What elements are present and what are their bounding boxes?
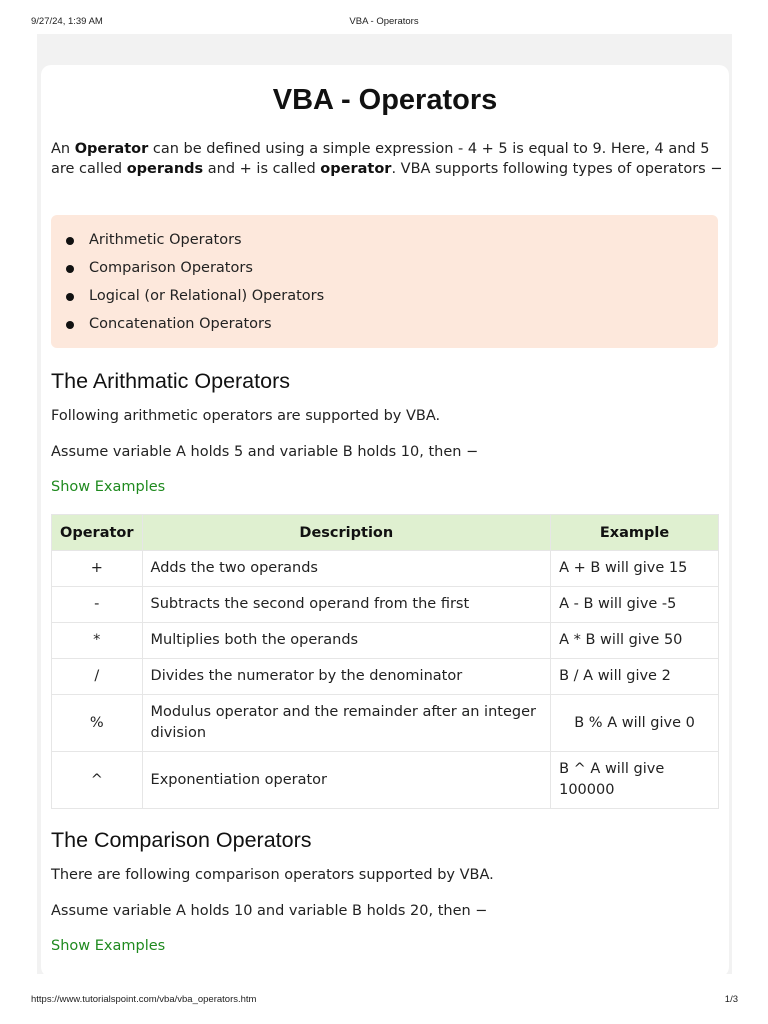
print-page-number: 1/3: [724, 994, 738, 1005]
operator-types-box: [51, 215, 718, 348]
table-row: [52, 623, 719, 659]
cell-operator: %: [52, 695, 143, 752]
print-footer: [0, 994, 768, 1008]
cell-example: B ^ A will give 100000: [551, 752, 719, 809]
print-datetime: 9/27/24, 1:39 AM: [31, 16, 103, 27]
list-item: [51, 257, 324, 285]
arithmetic-heading: The Arithmatic Operators: [51, 369, 290, 393]
col-header-description: Description: [142, 515, 551, 551]
intro-text-4: . VBA supports following types of operators −: [391, 161, 723, 177]
list-item-label: Arithmetic Operators: [89, 232, 242, 248]
bullet-icon: [66, 293, 74, 301]
arithmetic-line-2: Assume variable A holds 5 and variable B holds 10, then −: [51, 444, 479, 460]
intro-text-2: can be defined using a simple expression - 4 + 5 is equal to 9. Here, 4 and 5 are called: [51, 141, 710, 177]
list-item: [51, 313, 324, 341]
page-title: VBA - Operators: [272, 84, 498, 116]
cell-operator: *: [52, 623, 143, 659]
print-doc-title: VBA - Operators: [349, 16, 419, 27]
cell-description: Modulus operator and the remainder after an integer division: [142, 695, 551, 752]
print-header: [0, 16, 768, 30]
intro-bold-operands: operands: [126, 161, 204, 177]
cell-operator: /: [52, 659, 143, 695]
intro-text-3: and + is called: [203, 161, 321, 177]
arithmetic-show-examples-link[interactable]: Show Examples: [51, 479, 166, 495]
cell-operator: +: [52, 551, 143, 587]
list-item-label: Logical (or Relational) Operators: [89, 288, 325, 304]
operator-types-list: [51, 229, 324, 341]
print-url: https://www.tutorialspoint.com/vba/vba_operators.htm: [31, 994, 257, 1005]
col-header-operator: Operator: [52, 515, 143, 551]
cell-description: Divides the numerator by the denominator: [142, 659, 551, 695]
table-row: [52, 659, 719, 695]
intro-bold-operator-2: operator: [320, 161, 392, 177]
cell-description: Adds the two operands: [142, 551, 551, 587]
cell-operator: -: [52, 587, 143, 623]
bullet-icon: [66, 321, 74, 329]
cell-operator: ^: [52, 752, 143, 809]
cell-description: Subtracts the second operand from the first: [142, 587, 551, 623]
intro-bold-operator: Operator: [74, 141, 149, 157]
table-row: [52, 587, 719, 623]
cell-example: B % A will give 0: [551, 695, 719, 752]
table-header-row: [52, 515, 719, 551]
cell-example: A - B will give -5: [551, 587, 719, 623]
intro-paragraph: [51, 139, 723, 179]
list-item-label: Concatenation Operators: [89, 316, 272, 332]
comparison-heading: The Comparison Operators: [51, 828, 312, 852]
arithmetic-line-1: Following arithmetic operators are supported by VBA.: [51, 408, 441, 424]
cell-example: A + B will give 15: [551, 551, 719, 587]
cell-description: Multiplies both the operands: [142, 623, 551, 659]
comparison-show-examples-link[interactable]: Show Examples: [51, 938, 166, 954]
comparison-line-1: There are following comparison operators supported by VBA.: [51, 867, 494, 883]
list-item: [51, 229, 324, 257]
cell-description: Exponentiation operator: [142, 752, 551, 809]
cell-example: A * B will give 50: [551, 623, 719, 659]
intro-text-1: An: [51, 141, 75, 157]
arithmetic-operators-table: [51, 514, 719, 809]
table-row: [52, 695, 719, 752]
bullet-icon: [66, 265, 74, 273]
list-item: [51, 285, 324, 313]
bullet-icon: [66, 237, 74, 245]
col-header-example: Example: [551, 515, 719, 551]
list-item-label: Comparison Operators: [89, 260, 253, 276]
comparison-line-2: Assume variable A holds 10 and variable B holds 20, then −: [51, 903, 488, 919]
cell-example: B / A will give 2: [551, 659, 719, 695]
table-row: [52, 551, 719, 587]
table-row: [52, 752, 719, 809]
